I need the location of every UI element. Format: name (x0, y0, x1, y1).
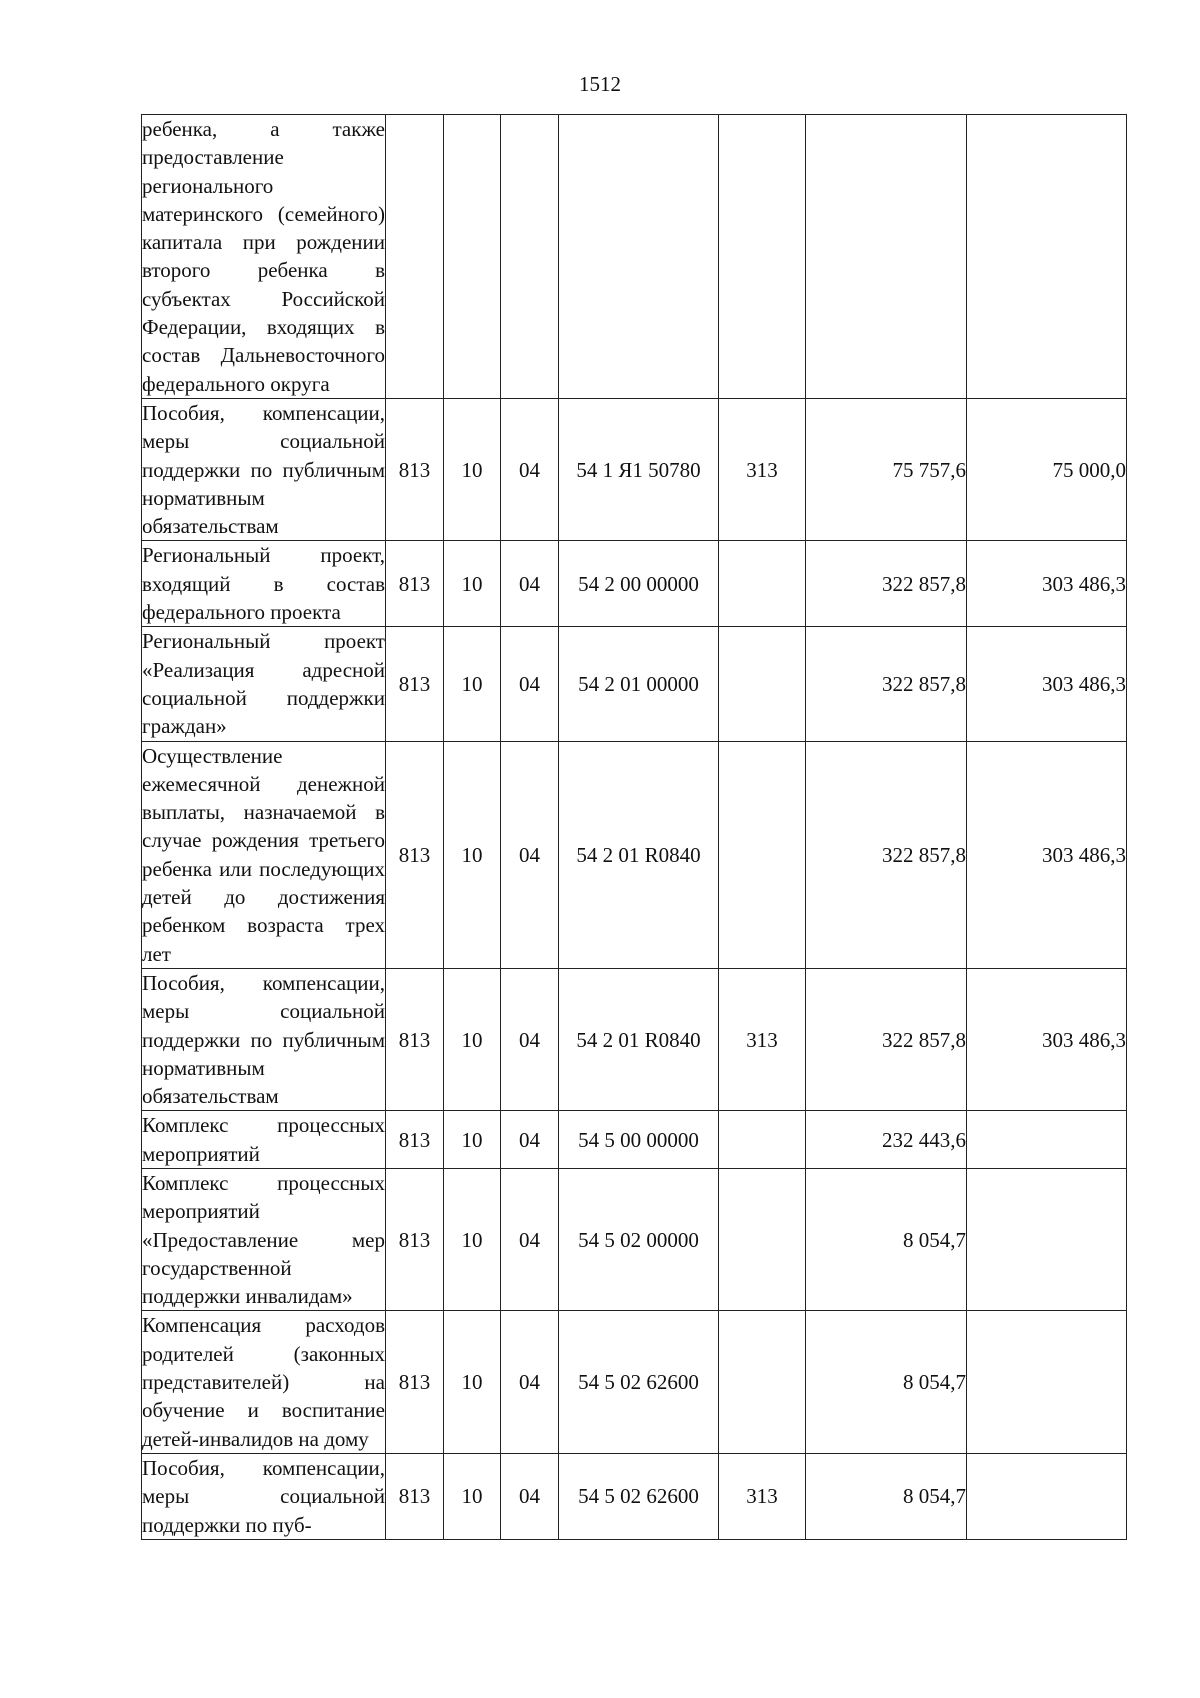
cell-amount-year-2 (967, 1453, 1127, 1539)
cell-description: Компенсация расходов родителей (законных представителей) на обучение и воспитание детей-инвалидов на дому (142, 1311, 386, 1453)
cell-subsection-code: 04 (501, 741, 559, 968)
cell-amount-year-2: 303 486,3 (967, 541, 1127, 627)
cell-section-code: 10 (444, 1453, 501, 1539)
cell-subsection-code: 04 (501, 398, 559, 540)
cell-section-code: 10 (444, 1168, 501, 1310)
cell-target-article-code: 54 5 02 00000 (559, 1168, 719, 1310)
cell-expense-type-code (719, 115, 806, 399)
cell-target-article-code: 54 2 01 00000 (559, 627, 719, 741)
cell-section-code: 10 (444, 741, 501, 968)
cell-amount-year-1: 8 054,7 (806, 1453, 967, 1539)
cell-expense-type-code (719, 1311, 806, 1453)
cell-amount-year-2: 75 000,0 (967, 398, 1127, 540)
cell-section-code: 10 (444, 1111, 501, 1169)
cell-description: Пособия, компенсации, меры социальной поддержки по публичным нормативным обязательствам (142, 968, 386, 1110)
page-number: 1512 (579, 72, 621, 96)
table-row (142, 541, 1127, 627)
cell-amount-year-1: 322 857,8 (806, 627, 967, 741)
cell-subsection-code: 04 (501, 968, 559, 1110)
cell-expense-type-code: 313 (719, 398, 806, 540)
cell-expense-type-code: 313 (719, 968, 806, 1110)
budget-table (141, 114, 1127, 1540)
cell-description: Пособия, компенсации, меры социальной поддержки по публичным нормативным обязательствам (142, 398, 386, 540)
cell-department-code: 813 (386, 741, 444, 968)
cell-subsection-code: 04 (501, 1453, 559, 1539)
cell-subsection-code: 04 (501, 1311, 559, 1453)
cell-subsection-code: 04 (501, 1111, 559, 1169)
cell-amount-year-2: 303 486,3 (967, 627, 1127, 741)
cell-amount-year-2 (967, 115, 1127, 399)
cell-department-code: 813 (386, 1453, 444, 1539)
cell-subsection-code (501, 115, 559, 399)
cell-department-code: 813 (386, 627, 444, 741)
cell-expense-type-code (719, 741, 806, 968)
cell-expense-type-code: 313 (719, 1453, 806, 1539)
cell-expense-type-code (719, 1168, 806, 1310)
cell-department-code (386, 115, 444, 399)
cell-amount-year-1: 8 054,7 (806, 1311, 967, 1453)
cell-description: Пособия, компенсации, меры социальной поддержки по пуб- (142, 1453, 386, 1539)
cell-amount-year-2 (967, 1168, 1127, 1310)
cell-target-article-code: 54 5 02 62600 (559, 1453, 719, 1539)
cell-expense-type-code (719, 627, 806, 741)
cell-expense-type-code (719, 1111, 806, 1169)
cell-department-code: 813 (386, 968, 444, 1110)
cell-section-code: 10 (444, 968, 501, 1110)
cell-amount-year-2 (967, 1311, 1127, 1453)
cell-description: Осуществление ежемесячной денежной выплаты, назначаемой в случае рождения третьего ребенка или последующих детей до достижения ребенком возраста трех лет (142, 741, 386, 968)
cell-section-code: 10 (444, 541, 501, 627)
cell-amount-year-1: 232 443,6 (806, 1111, 967, 1169)
table-row (142, 115, 1127, 399)
cell-section-code (444, 115, 501, 399)
cell-target-article-code: 54 2 01 R0840 (559, 741, 719, 968)
cell-amount-year-1 (806, 115, 967, 399)
cell-description: ребенка, а также предоставление регионального материнского (семейного) капитала при рождении второго ребенка в субъектах Российской Федерации, входящих в состав Дальневосточного федерального округа (142, 115, 386, 399)
cell-description: Региональный проект «Реализация адресной социальной поддержки граждан» (142, 627, 386, 741)
cell-department-code: 813 (386, 1168, 444, 1310)
cell-section-code: 10 (444, 1311, 501, 1453)
cell-amount-year-2 (967, 1111, 1127, 1169)
cell-subsection-code: 04 (501, 627, 559, 741)
cell-subsection-code: 04 (501, 1168, 559, 1310)
table-row (142, 1168, 1127, 1310)
cell-target-article-code (559, 115, 719, 399)
cell-amount-year-1: 322 857,8 (806, 741, 967, 968)
cell-description: Комплекс процессных мероприятий «Предоставление мер государственной поддержки инвалидам» (142, 1168, 386, 1310)
cell-target-article-code: 54 5 00 00000 (559, 1111, 719, 1169)
table-row (142, 1453, 1127, 1539)
table-row (142, 398, 1127, 540)
cell-description: Региональный проект, входящий в состав федерального проекта (142, 541, 386, 627)
cell-subsection-code: 04 (501, 541, 559, 627)
cell-amount-year-1: 75 757,6 (806, 398, 967, 540)
cell-department-code: 813 (386, 541, 444, 627)
table-row (142, 968, 1127, 1110)
cell-section-code: 10 (444, 627, 501, 741)
cell-target-article-code: 54 2 00 00000 (559, 541, 719, 627)
cell-expense-type-code (719, 541, 806, 627)
cell-target-article-code: 54 2 01 R0840 (559, 968, 719, 1110)
cell-amount-year-2: 303 486,3 (967, 968, 1127, 1110)
cell-amount-year-1: 322 857,8 (806, 541, 967, 627)
cell-department-code: 813 (386, 1311, 444, 1453)
table-row (142, 1111, 1127, 1169)
table-row (142, 627, 1127, 741)
cell-target-article-code: 54 1 Я1 50780 (559, 398, 719, 540)
cell-description: Комплекс процессных мероприятий (142, 1111, 386, 1169)
cell-amount-year-1: 8 054,7 (806, 1168, 967, 1310)
cell-amount-year-2: 303 486,3 (967, 741, 1127, 968)
cell-target-article-code: 54 5 02 62600 (559, 1311, 719, 1453)
table-row (142, 741, 1127, 968)
budget-table-body (142, 115, 1127, 1540)
cell-department-code: 813 (386, 398, 444, 540)
cell-department-code: 813 (386, 1111, 444, 1169)
cell-amount-year-1: 322 857,8 (806, 968, 967, 1110)
cell-section-code: 10 (444, 398, 501, 540)
table-row (142, 1311, 1127, 1453)
